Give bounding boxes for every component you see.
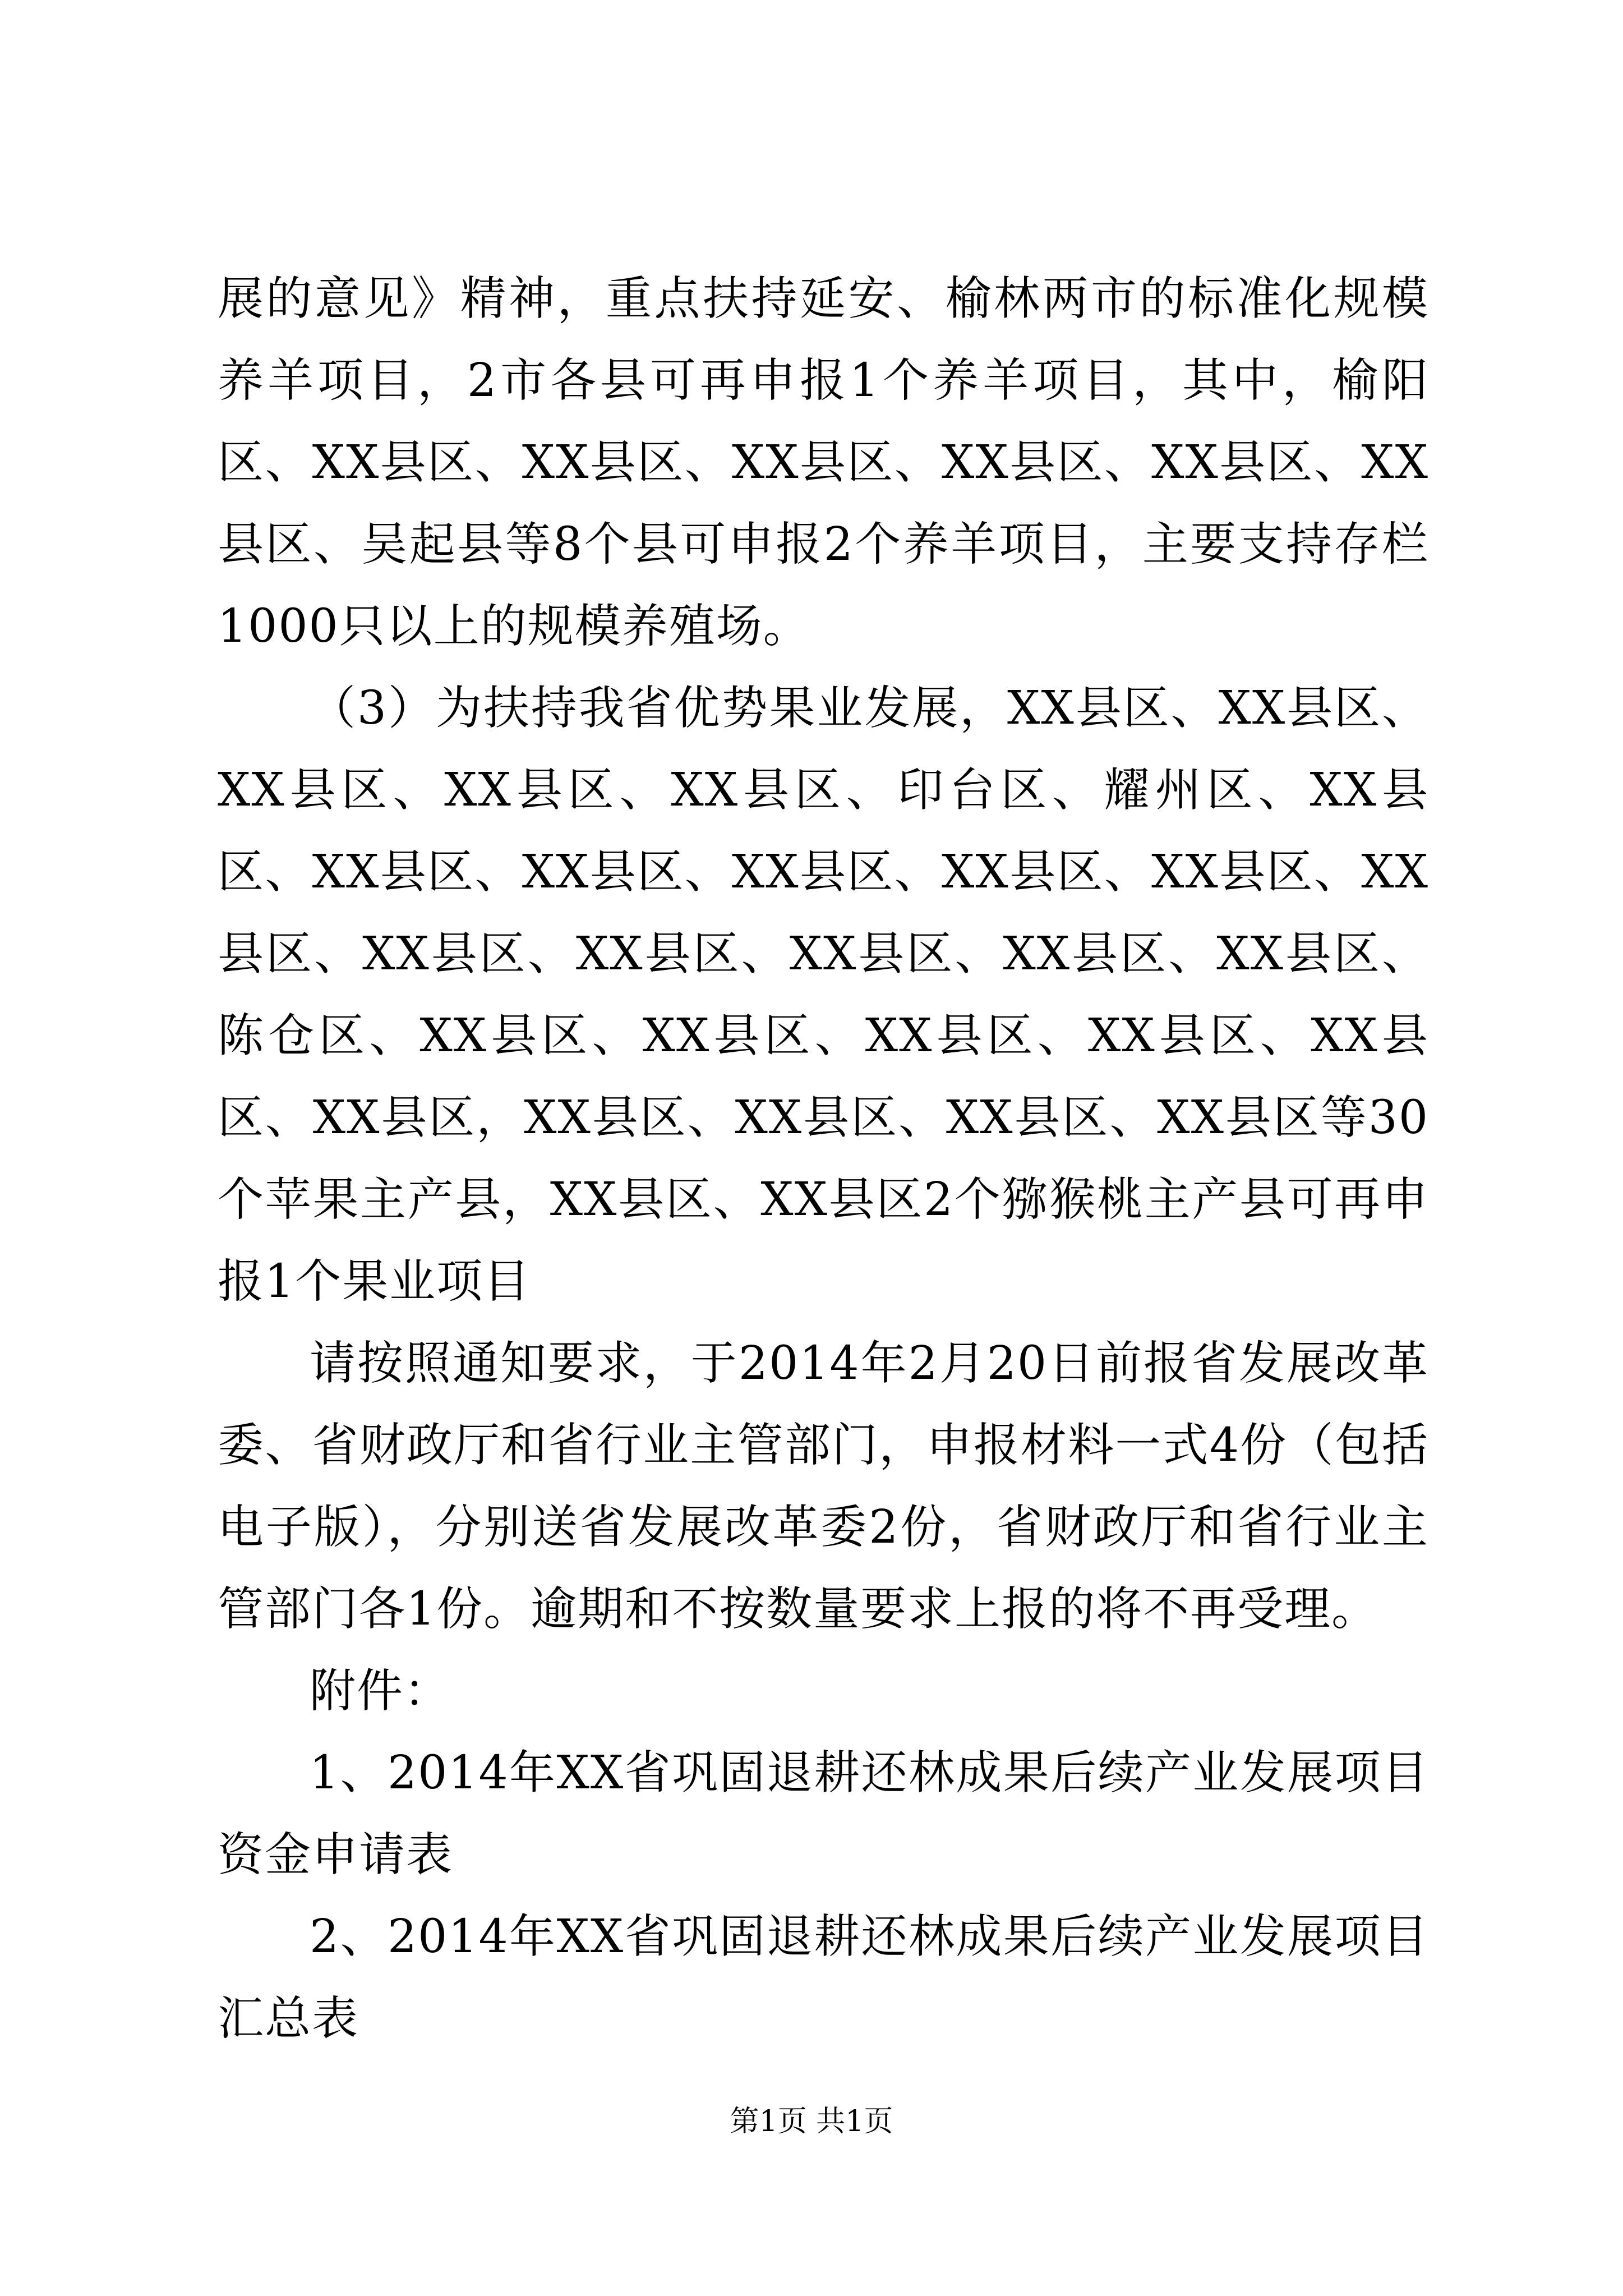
attachments-heading: 附件： <box>310 1664 451 1718</box>
page-footer: 第1页 共1页 <box>730 2105 893 2138</box>
attachment-item-2: 2、2014年XX省巩固退耕还林成果后续产业发展项目汇总表 <box>218 1910 1429 2045</box>
document-body <box>218 258 1429 2060</box>
paragraph-item-3: （3）为扶持我省优势果业发展，XX县区、XX县区、XX县区、XX县区、XX县区、印台区、耀州区、XX县区、XX县区、XX县区、XX县区、XX县区、XX县区、XX县区、XX县区、XX县区、XX县区、XX县区、XX县区、陈仓区、XX县区、XX县区、XX县区、XX县区、XX县区、XX县区，XX县区、XX县区、XX县区、XX县区等30个苹果主产县，XX县区、XX县区2个猕猴桃主产县可再申报1个果业项目 <box>218 682 1429 1308</box>
attachment-item-1: 1、2014年XX省巩固退耕还林成果后续产业发展项目资金申请表 <box>218 1746 1429 1881</box>
paragraph-continuation: 展的意见》精神，重点扶持延安、榆林两市的标准化规模养羊项目，2市各县可再申报1个养羊项目，其中，榆阳区、XX县区、XX县区、XX县区、XX县区、XX县区、XX县区、吴起县等8个县可申报2个养羊项目，主要支持存栏1000只以上的规模养殖场。 <box>218 272 1429 653</box>
paragraph-instructions: 请按照通知要求，于2014年2月20日前报省发展改革委、省财政厅和省行业主管部门，申报材料一式4份（包括电子版），分别送省发展改革委2份，省财政厅和省行业主管部门各1份。逾期和不按数量要求上报的将不再受理。 <box>218 1337 1429 1636</box>
